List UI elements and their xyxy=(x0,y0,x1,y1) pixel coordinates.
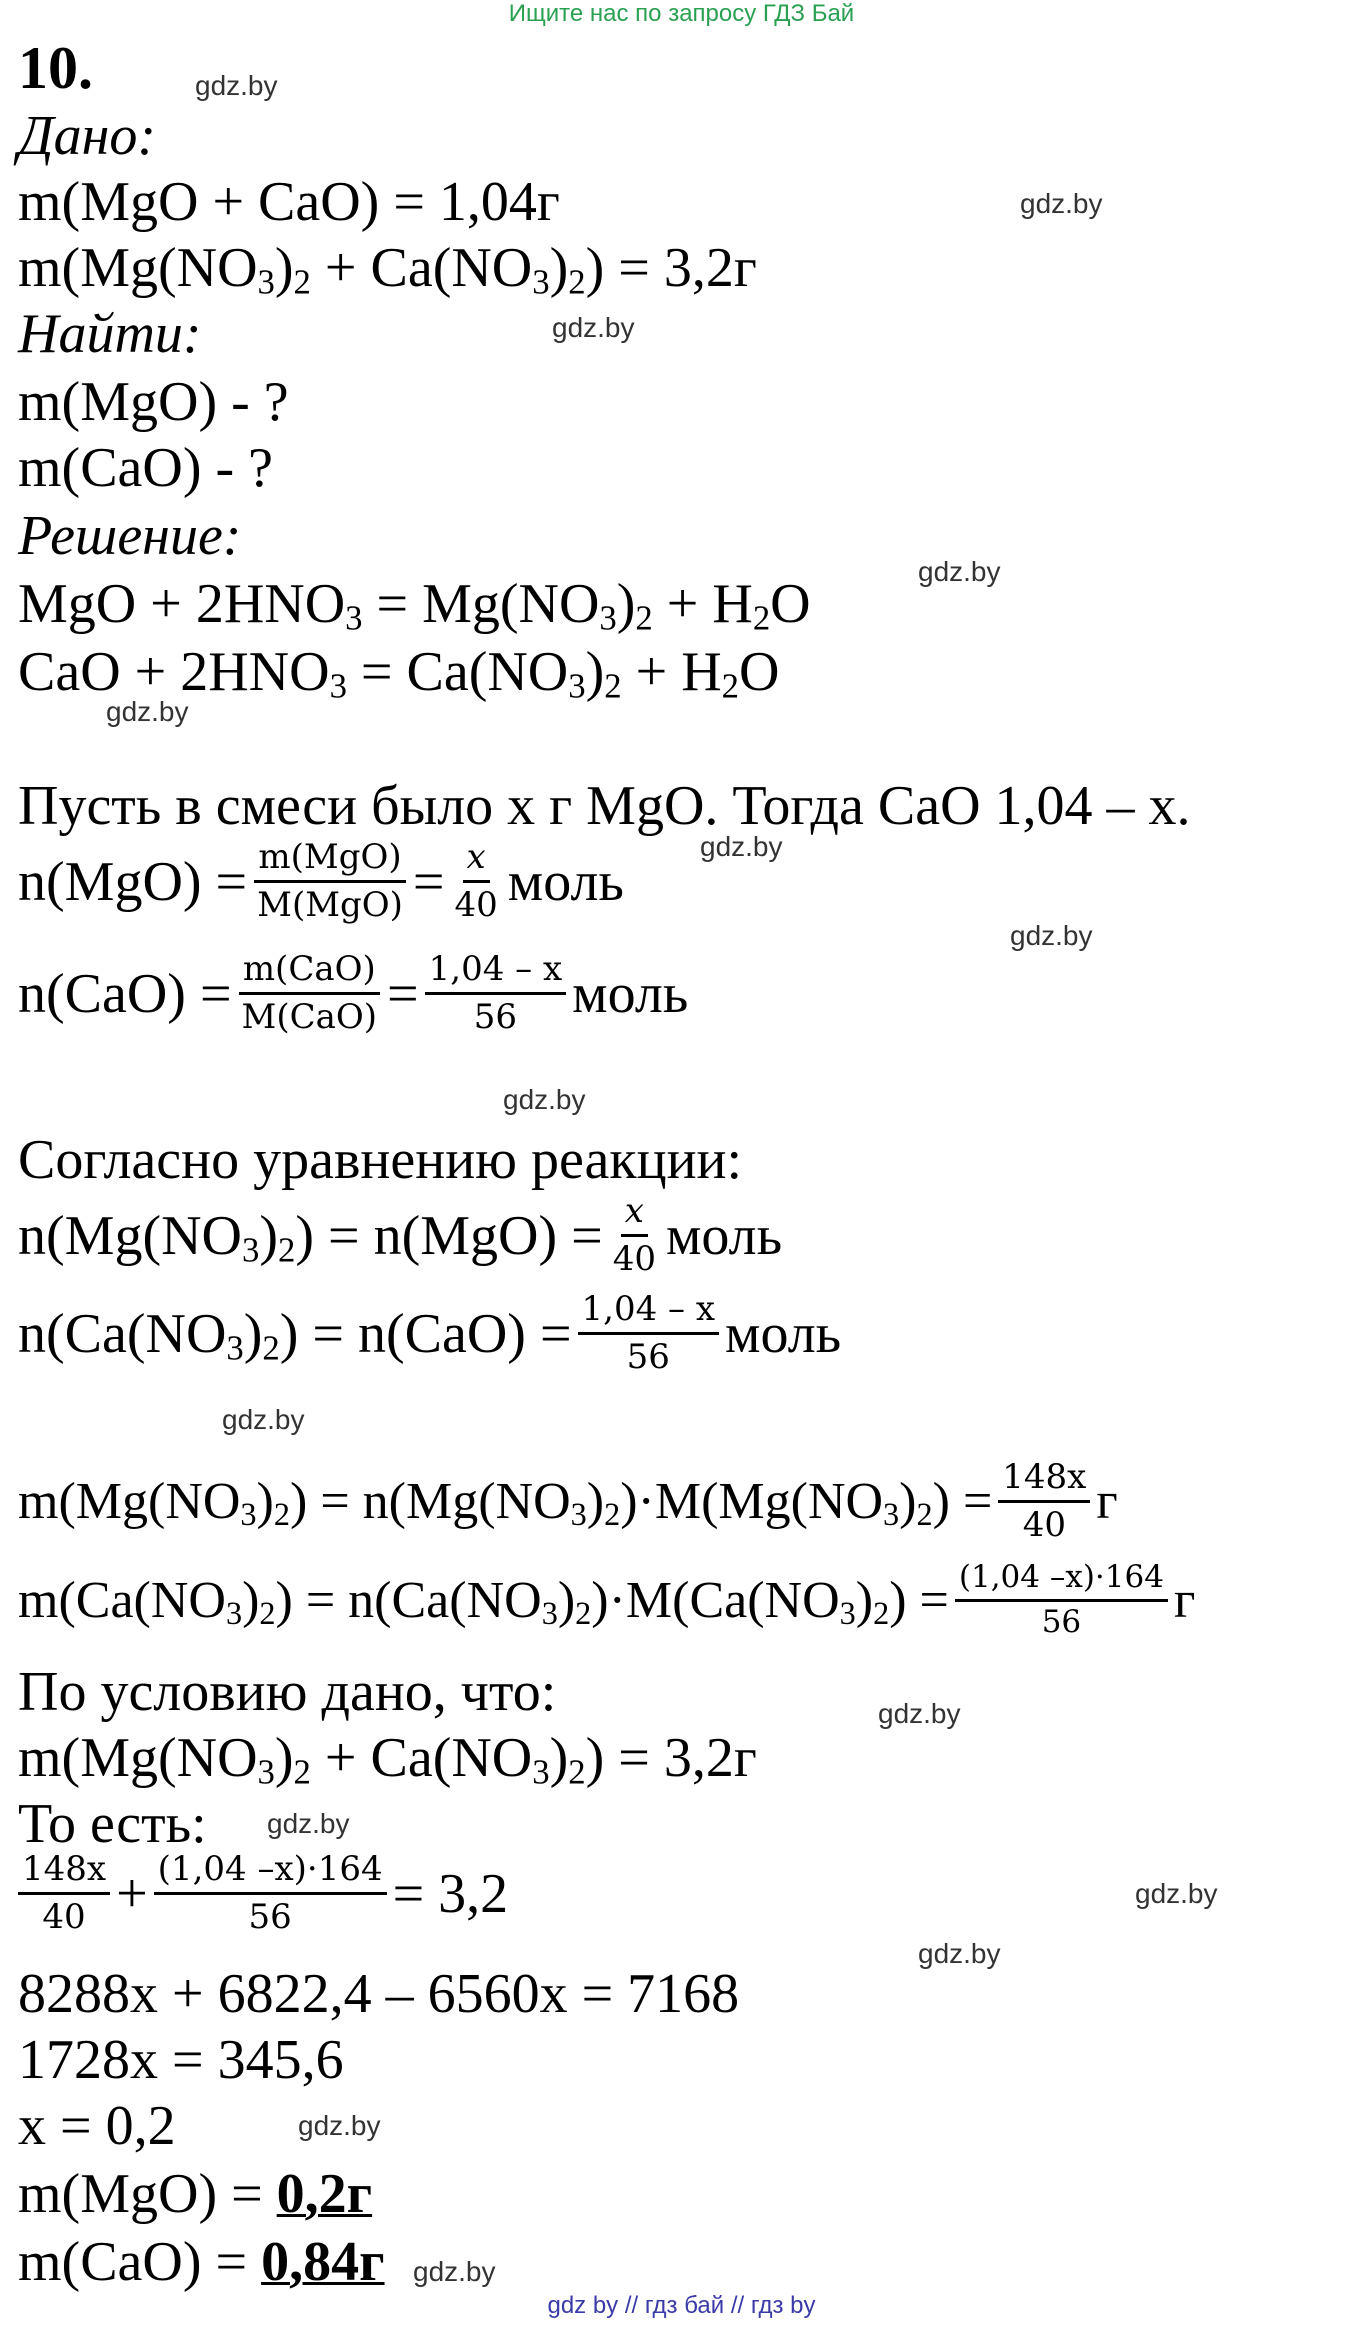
given-line-1: m(MgO + CaO) = 1,04г xyxy=(18,171,560,233)
fraction: m(CaO) M(CaO) xyxy=(238,950,382,1037)
reaction-equation-2: CaO + $2HNO_3 = Ca(NO_3)_2 + H_2O$ xyxy=(18,641,780,706)
watermark: gdz.by xyxy=(878,1698,961,1729)
fraction: $\frac{(1,04 -x)\cdot 164}{56}$ xyxy=(154,1850,387,1937)
watermark: gdz.by xyxy=(700,831,783,862)
solution-heading: Решение: xyxy=(18,505,242,567)
find-heading: Найти: xyxy=(18,303,202,365)
step-1: 8288x + 6822,4 – 6560x = 7168 xyxy=(18,1963,740,2025)
step-2: 1728x = 345,6 xyxy=(18,2029,344,2091)
given-line-2: $m(Mg(NO_3)_2 + Ca(NO_3)_2) = 3,2г$ xyxy=(18,237,757,302)
answer-cao: m(CaO) = 0,84г xyxy=(18,2231,385,2293)
condition-equation: $m(Mg(NO_3)_2 + Ca(NO_3)_2) = 3,2г$ xyxy=(18,1727,757,1792)
watermark: gdz.by xyxy=(222,1404,305,1435)
footer-links[interactable]: gdz by // гдз бай // гдз by xyxy=(547,2292,816,2319)
watermark: gdz.by xyxy=(106,696,189,727)
header-search-hint[interactable]: Ищите нас по запросу ГДЗ Бай xyxy=(508,0,855,27)
fraction: 148x 40 xyxy=(18,1850,110,1937)
fraction: $\frac{1,04 - x}{56}$ xyxy=(578,1290,720,1377)
step-3: x = 0,2 xyxy=(18,2095,176,2157)
sum-equation: 148x 40 + $\frac{(1,04 -x)\cdot 164}{56}$ = 3,2 xyxy=(18,1850,508,1937)
m-mgno3-formula: $m(Mg(NO_3)_2) = n(Mg(NO_3)_2)\cdot M(Mg(NO_3)_2)$ = $\frac{148x}{40}$ г xyxy=(18,1457,1118,1546)
according-line: Согласно уравнению реакции: xyxy=(18,1129,743,1191)
find-line-2: m(CaO) - ? xyxy=(18,437,274,499)
watermark: gdz.by xyxy=(413,2256,496,2287)
watermark: gdz.by xyxy=(918,1938,1001,1969)
assumption-line: Пусть в смеси было x г MgO. Тогда CaO 1,04 – x. xyxy=(18,775,1191,837)
fraction: $\frac{x}{40}$ xyxy=(454,837,498,926)
watermark: gdz.by xyxy=(1020,188,1103,219)
watermark: gdz.by xyxy=(552,312,635,343)
watermark: gdz.by xyxy=(1010,920,1093,951)
answer-mgo-value: 0,2г xyxy=(276,2163,373,2225)
watermark: gdz.by xyxy=(503,1084,586,1115)
n-mgno3-formula: $n(Mg(NO_3)_2) = n(MgO)$ = $\frac{x}{40}$ моль xyxy=(18,1191,783,1280)
watermark: gdz.by xyxy=(195,70,278,101)
given-heading: Дано: xyxy=(18,105,157,167)
find-line-1: m(MgO) - ? xyxy=(18,371,289,433)
fraction: $\frac{x}{40}$ xyxy=(612,1191,656,1280)
fraction: $\frac{(1,04 -x)\cdot 164}{56}$ xyxy=(955,1560,1168,1640)
condition-line: По условию дано, что: xyxy=(18,1661,557,1723)
fraction: $\frac{1,04 - x}{56}$ xyxy=(425,950,567,1037)
watermark: gdz.by xyxy=(298,2110,381,2141)
watermark: gdz.by xyxy=(267,1808,350,1839)
that-is-line: То есть: xyxy=(18,1793,207,1855)
n-mgo-formula: n(MgO) = m(MgO) M(MgO) = $\frac{x}{40}$ моль xyxy=(18,837,624,926)
watermark: gdz.by xyxy=(918,556,1001,587)
fraction: m(MgO) M(MgO) xyxy=(253,838,407,925)
fraction: $\frac{148x}{40}$ xyxy=(998,1458,1090,1545)
watermark: gdz.by xyxy=(1135,1878,1218,1909)
answer-mgo: m(MgO) = 0,2г xyxy=(18,2163,373,2225)
m-cano3-formula: $m(Ca(NO_3)_2) = n(Ca(NO_3)_2)\cdot M(Ca(NO_3)_2)$ = $\frac{(1,04 -x)\cdot 164}{56}$ г xyxy=(18,1559,1196,1640)
answer-cao-value: 0,84г xyxy=(261,2231,385,2293)
n-cao-formula: n(CaO) = m(CaO) M(CaO) = $\frac{1,04 - x}{56}$ моль xyxy=(18,949,689,1038)
problem-number: 10. xyxy=(18,35,93,101)
reaction-equation-1: MgO + $2HNO_3 = Mg(NO_3)_2 + H_2O$ xyxy=(18,573,811,638)
n-cano3-formula: $n(Ca(NO_3)_2) = n(CaO)$ = $\frac{1,04 - x}{56}$ моль xyxy=(18,1289,842,1378)
